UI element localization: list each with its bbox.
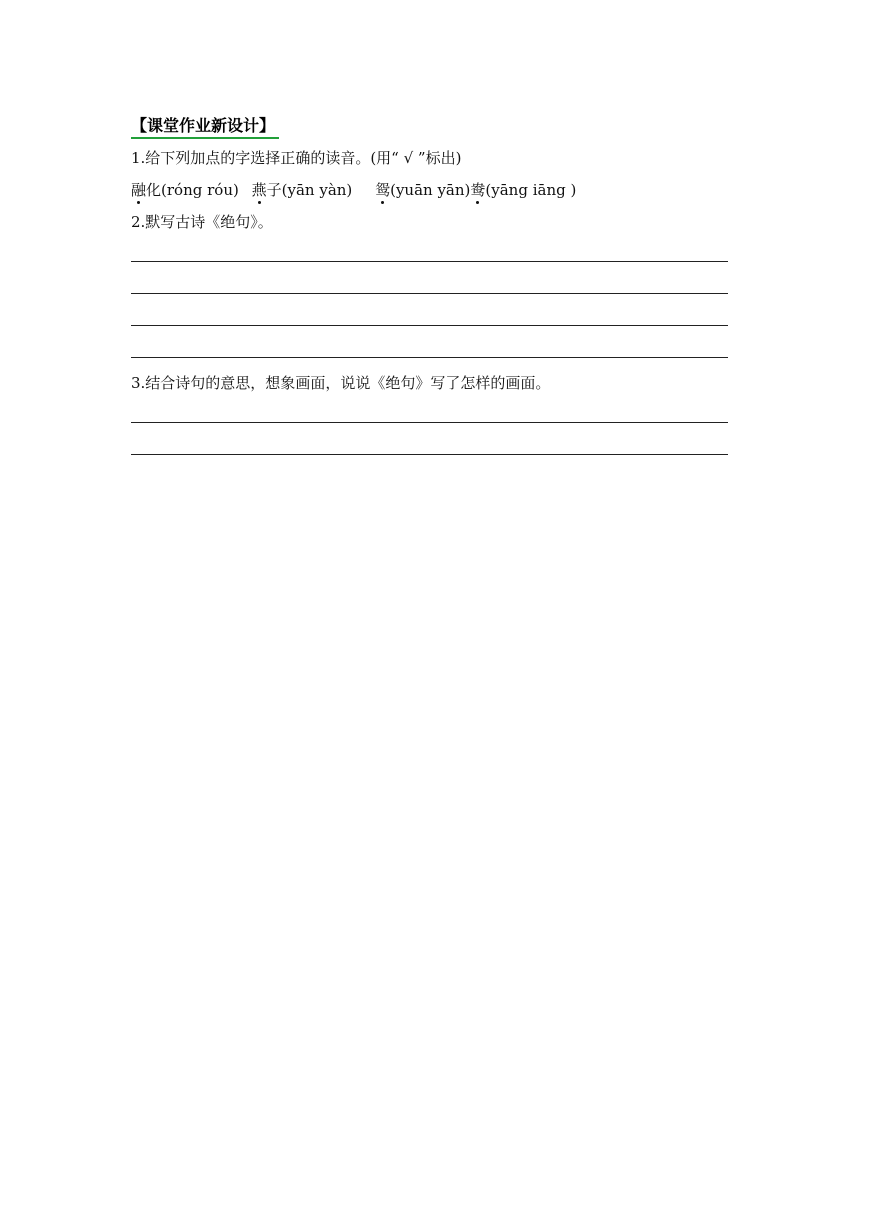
question-2-prompt: 2.默写古诗《绝句》。 bbox=[131, 213, 273, 231]
dotted-char: 融 bbox=[131, 181, 147, 199]
dotted-char: 鸯 bbox=[470, 181, 486, 199]
question-1-readings bbox=[131, 180, 576, 200]
reading-item-yuan bbox=[375, 181, 470, 199]
answer-line[interactable] bbox=[131, 357, 728, 358]
answer-line[interactable] bbox=[131, 293, 728, 294]
dotted-char: 燕 bbox=[251, 181, 267, 199]
word-rest: 化 bbox=[146, 181, 162, 199]
reading-item-yanzi bbox=[252, 181, 353, 199]
answer-line[interactable] bbox=[131, 454, 728, 455]
reading-item-yang bbox=[470, 181, 576, 199]
dotted-char: 鸳 bbox=[375, 181, 391, 199]
answer-line[interactable] bbox=[131, 422, 728, 423]
question-3-prompt: 3.结合诗句的意思，想象画面，说说《绝句》写了怎样的画面。 bbox=[131, 374, 551, 392]
reading-options[interactable]: (yāng iāng ) bbox=[485, 181, 577, 199]
reading-options[interactable]: (yuān yān) bbox=[390, 181, 471, 199]
reading-options[interactable]: (yān yàn) bbox=[281, 181, 353, 199]
reading-options[interactable]: (róng róu) bbox=[161, 181, 239, 199]
answer-line[interactable] bbox=[131, 261, 728, 262]
answer-line[interactable] bbox=[131, 325, 728, 326]
reading-item-ronghua bbox=[131, 181, 239, 199]
section-title: 【课堂作业新设计】 bbox=[131, 115, 279, 139]
question-1-prompt: 1.给下列加点的字选择正确的读音。(用“ √ ”标出) bbox=[131, 149, 462, 167]
word-rest: 子 bbox=[266, 181, 282, 199]
